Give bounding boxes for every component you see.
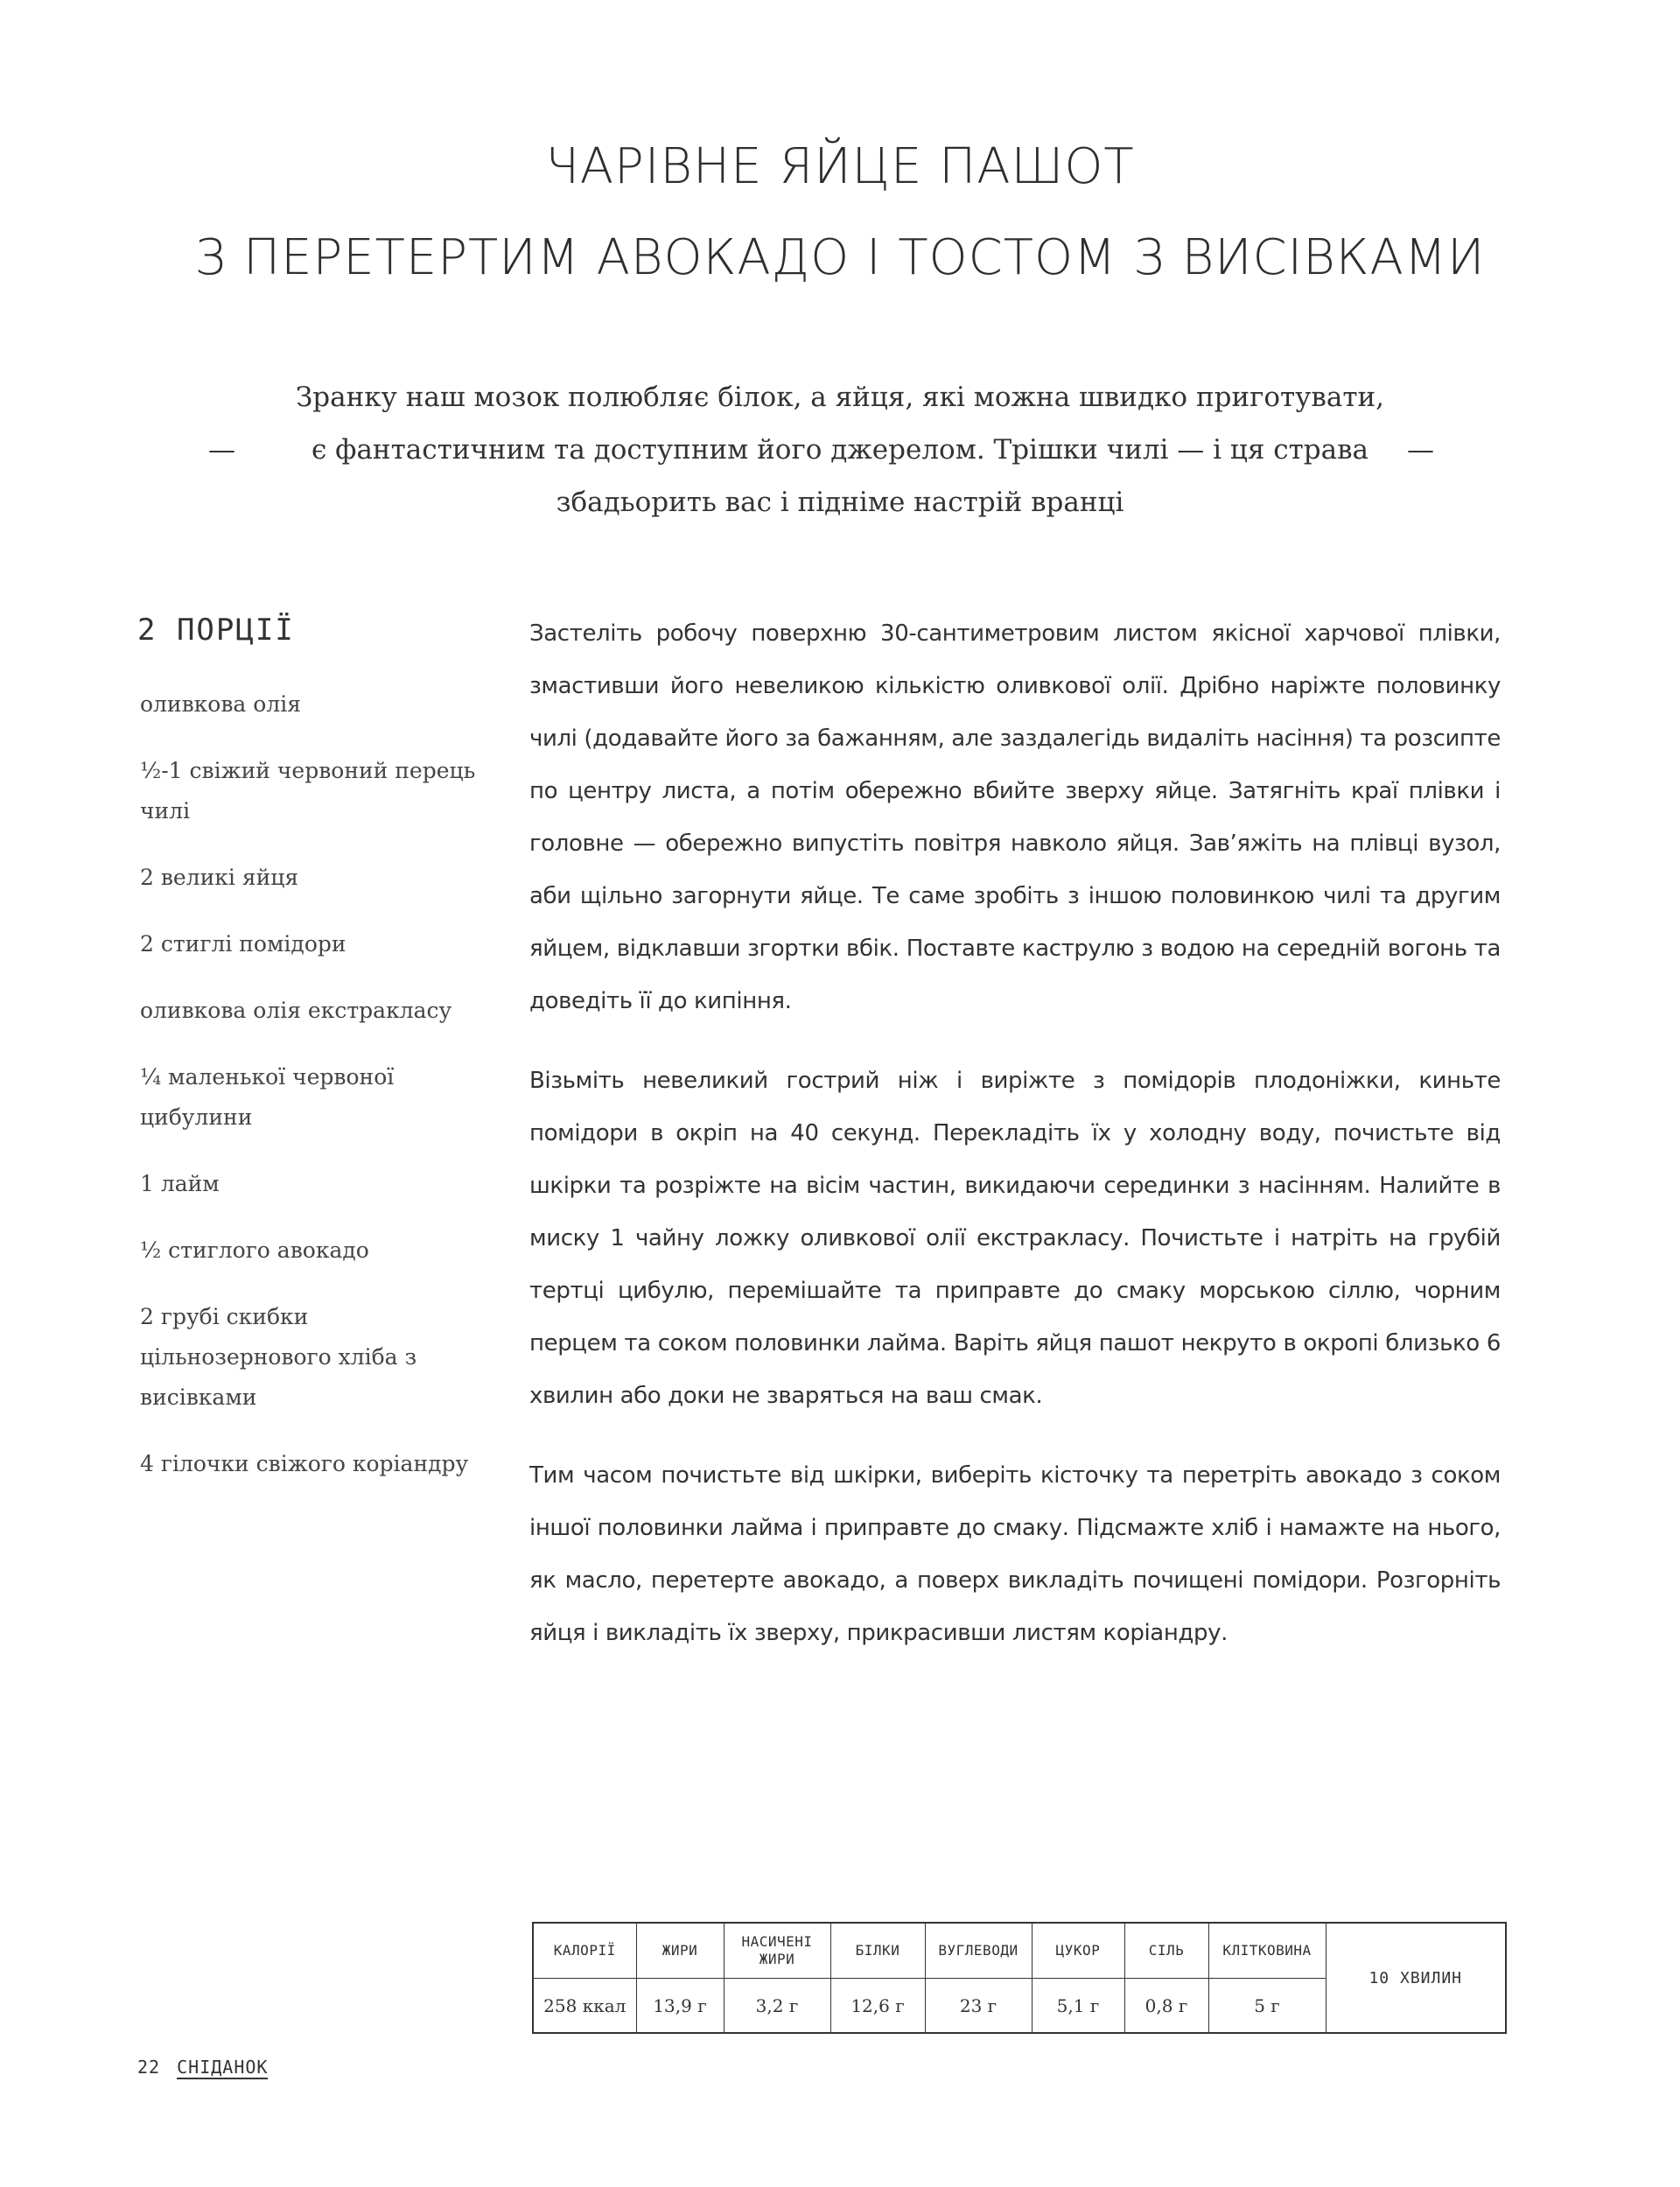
nutrition-value-fat: 13,9 г <box>636 1979 724 2034</box>
nutrition-value-salt: 0,8 г <box>1124 1979 1208 2034</box>
method-paragraph-1: Застеліть робочу поверхню 30-сантиметровим листом якісної харчової плівки, змастивши його невеликою кількістю оливкової олії. Дрібно наріжте половинку чилі (додавайте його за бажанням, але заздалегідь видаліть насіння) та розсипте по центру листа, а потім обережно вбийте зверху яйце. Затягніть краї плівки і головне — обережно випустіть повітря навколо яйця. Зав’яжіть на плівці вузол, аби щільно загорнути яйце. Те саме зробіть з іншою половинкою чилі та другим яйцем, відклавши згортки вбік. Поставте каструлю з водою на середній вогонь та доведіть її до кипіння. <box>529 620 1501 1014</box>
nutrition-value-saturated-fat: 3,2 г <box>724 1979 830 2034</box>
page-number: 22 <box>137 2057 161 2078</box>
nutrition-label-carbs: ВУГЛЕВОДИ <box>925 1923 1032 1979</box>
nutrition-value-protein: 12,6 г <box>830 1979 925 2034</box>
nutrition-label-salt: СІЛЬ <box>1124 1923 1208 1979</box>
ingredient-item: ½ стиглого авокадо <box>140 1237 369 1263</box>
ingredients-list <box>140 684 490 1511</box>
intro-dash-left: — <box>208 434 235 466</box>
nutrition-value-fibre: 5 г <box>1208 1979 1326 2034</box>
ingredient-item: 4 гілочки свіжого коріандру <box>140 1451 469 1476</box>
ingredient-item: 2 стиглі помідори <box>140 931 346 957</box>
ingredient-item: 2 грубі скибки цільнозернового хліба з висівками <box>140 1304 417 1410</box>
method-paragraph-2: Візьміть невеликий гострий ніж і виріжте з помідорів плодоніжки, киньте помідори в окріп на 40 секунд. Перекладіть їх у холодну воду, почистьте від шкірки та розріжте на вісім частин, викидаючи серединки з насінням. Налийте в миску 1 чайну ложку оливкової олії екстракласу. Почистьте і натріть на грубій тертці цибулю, перемішайте та приправте до смаку морською сіллю, чорним перцем та соком половинки лайма. Варіть яйця пашот некруто в окропі близько 6 хвилин або доки не зваряться на ваш смак. <box>529 1068 1501 1409</box>
ingredient-item: оливкова олія <box>140 691 301 717</box>
nutrition-value-calories: 258 ккал <box>533 1979 636 2034</box>
nutrition-value-sugar: 5,1 г <box>1032 1979 1124 2034</box>
nutrition-label-calories: КАЛОРІЇ <box>533 1923 636 1979</box>
nutrition-value-carbs: 23 г <box>925 1979 1032 2034</box>
method-text <box>529 607 1501 1686</box>
nutrition-label-fibre: КЛІТКОВИНА <box>1208 1923 1326 1979</box>
recipe-title-line-2: З ПЕРЕТЕРТИМ АВОКАДО І ТОСТОМ З ВИСІВКАМИ <box>194 229 1486 286</box>
servings-heading: 2 ПОРЦІЇ <box>137 613 295 648</box>
intro-line-2: є фантастичним та доступним його джерелом. Трішки чилі — і ця страва <box>311 434 1369 466</box>
ingredient-item: ½-1 свіжий червоний перець чилі <box>140 758 476 824</box>
intro-line-3: збадьорить вас і підніме настрій вранці <box>556 487 1124 518</box>
nutrition-label-fat: ЖИРИ <box>636 1923 724 1979</box>
nutrition-table <box>532 1922 1507 2034</box>
ingredient-item: оливкова олія екстракласу <box>140 998 452 1023</box>
recipe-title-line-1: ЧАРІВНЕ ЯЙЦЕ ПАШОТ <box>545 138 1135 195</box>
ingredient-item: ¼ маленької червоної цибулини <box>140 1064 395 1130</box>
ingredient-item: 2 великі яйця <box>140 865 299 890</box>
ingredient-item: 1 лайм <box>140 1171 220 1196</box>
section-name: СНІДАНОК <box>177 2057 269 2078</box>
page-footer <box>137 2057 268 2078</box>
intro-dash-right: — <box>1407 434 1434 466</box>
method-paragraph-3: Тим часом почистьте від шкірки, виберіть кісточку та перетріть авокадо з соком іншої половинки лайма і приправте до смаку. Підсмажте хліб і намажте на нього, як масло, перетерте авокадо, а поверх викладіть почищені помідори. Розгорніть яйця і викладіть їх зверху, прикрасивши листям коріандру. <box>529 1462 1501 1646</box>
cooking-time: 10 ХВИЛИН <box>1326 1923 1506 2033</box>
nutrition-label-protein: БІЛКИ <box>830 1923 925 1979</box>
nutrition-label-saturated-fat: НАСИЧЕНІ ЖИРИ <box>724 1923 830 1979</box>
intro-line-1: Зранку наш мозок полюбляє білок, а яйця, які можна швидко приготувати, <box>295 382 1385 413</box>
nutrition-label-sugar: ЦУКОР <box>1032 1923 1124 1979</box>
